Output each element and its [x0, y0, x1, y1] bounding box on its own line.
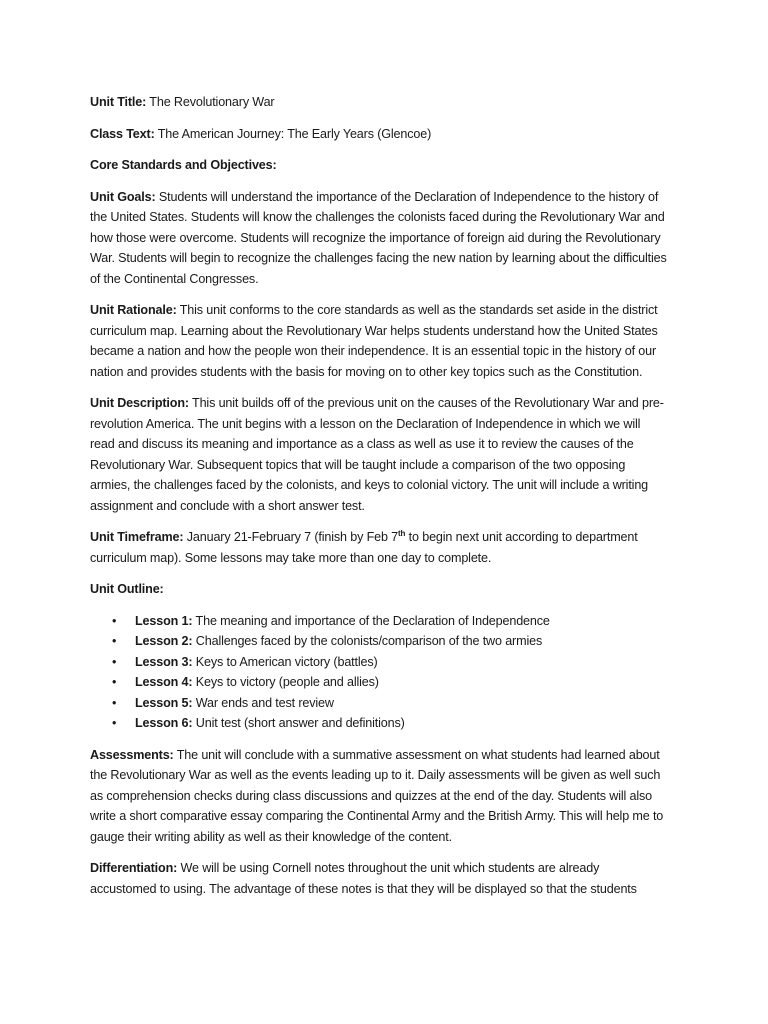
list-item — [90, 672, 668, 693]
lesson-label: Lesson 5: — [135, 695, 193, 710]
lesson-text: War ends and test review — [192, 695, 334, 710]
list-item — [90, 631, 668, 652]
assessments-paragraph — [90, 745, 668, 848]
unit-goals-label: Unit Goals: — [90, 189, 156, 204]
unit-outline-heading — [90, 579, 668, 600]
unit-timeframe-text-after: to begin next unit according to department curriculum map). Some lessons may take more than one day to complete. — [90, 530, 638, 565]
bullet-icon: • — [112, 613, 117, 628]
unit-timeframe-text-before: January 21-February 7 (finish by Feb 7 — [183, 530, 399, 544]
unit-description-text: This unit builds off of the previous unit on the causes of the Revolutionary War and pre-revolution America. The unit begins with a lesson on the Declaration of Independence in which we will read and discuss its meaning and importance as a class as well as use it to review the causes of the Revolutionary War. Subsequent topics that will be taught include a comparison of the two opposing armies, the challenges faced by the colonists, and keys to colonial victory. The unit will include a writing assignment and conclude with a short answer test. — [90, 396, 664, 513]
unit-title-paragraph — [90, 92, 668, 113]
lesson-label: Lesson 3: — [135, 654, 193, 669]
assessments-label: Assessments: — [90, 747, 174, 762]
unit-goals-text: Students will understand the importance of the Declaration of Independence to the history of the United States. Students will know the challenges the colonists faced during the Revolutionary War and how those were overcome. Students will recognize the importance of foreign aid during the Revolutionary War. Students will begin to recognize the challenges facing the new nation by learning about the difficulties of the Continental Congresses. — [90, 189, 667, 286]
differentiation-paragraph — [90, 858, 668, 899]
differentiation-text: We will be using Cornell notes throughout the unit which students are already accustomed to using. The advantage of these notes is that they will be displayed so that the students — [90, 861, 637, 896]
lesson-label: Lesson 4: — [135, 675, 193, 689]
unit-outline-list — [90, 611, 668, 734]
bullet-icon: • — [112, 675, 117, 689]
unit-outline-label: Unit Outline: — [90, 582, 164, 596]
class-text-paragraph — [90, 124, 668, 145]
list-item — [90, 713, 668, 734]
bullet-icon: • — [112, 716, 117, 730]
unit-timeframe-label: Unit Timeframe: — [90, 530, 184, 544]
class-text-label: Class Text: — [90, 126, 155, 141]
unit-rationale-text: This unit conforms to the core standards as well as the standards set aside in the district curriculum map. Learning about the Revolutionary War helps students understand how the United States became a nation and how the people won their independence. It is an essential topic in the history of our nation and provides students with the basis for moving on to other key topics such as the Constitution. — [90, 303, 658, 379]
class-text-text: The American Journey: The Early Years (Glencoe) — [154, 126, 432, 141]
lesson-text: Challenges faced by the colonists/comparison of the two armies — [192, 634, 543, 648]
differentiation-label: Differentiation: — [90, 861, 178, 875]
lesson-label: Lesson 6: — [135, 716, 193, 730]
unit-description-paragraph — [90, 393, 668, 516]
unit-title-label: Unit Title: — [90, 95, 147, 109]
lesson-text: Unit test (short answer and definitions) — [192, 716, 405, 730]
lesson-label: Lesson 1: — [135, 613, 193, 628]
unit-goals-paragraph — [90, 187, 668, 290]
unit-rationale-paragraph — [90, 300, 668, 382]
unit-description-label: Unit Description: — [90, 396, 189, 410]
core-standards-label: Core Standards and Objectives: — [90, 158, 277, 172]
list-item — [90, 693, 668, 714]
lesson-text: Keys to victory (people and allies) — [192, 675, 379, 689]
assessments-text: The unit will conclude with a summative assessment on what students had learned about the Revolutionary War as well as the events leading up to it. Daily assessments will be given as well such as comprehension checks during class discussions and quizzes at the end of the day. Students will also write a short comparative essay comparing the Continental Army and the British Army. This will help me to gauge their writing ability as well as their knowledge of the content. — [90, 747, 664, 844]
bullet-icon: • — [112, 654, 117, 669]
list-item — [90, 652, 668, 673]
lesson-label: Lesson 2: — [135, 634, 193, 648]
unit-timeframe-paragraph — [90, 527, 668, 568]
unit-timeframe-superscript: th — [398, 528, 406, 538]
unit-rationale-label: Unit Rationale: — [90, 303, 177, 317]
bullet-icon: • — [112, 634, 117, 648]
lesson-text: Keys to American victory (battles) — [192, 654, 378, 669]
list-item — [90, 611, 668, 632]
bullet-icon: • — [112, 695, 117, 710]
core-standards-heading — [90, 155, 668, 176]
unit-title-text: The Revolutionary War — [146, 95, 275, 109]
lesson-text: The meaning and importance of the Declaration of Independence — [192, 613, 550, 628]
